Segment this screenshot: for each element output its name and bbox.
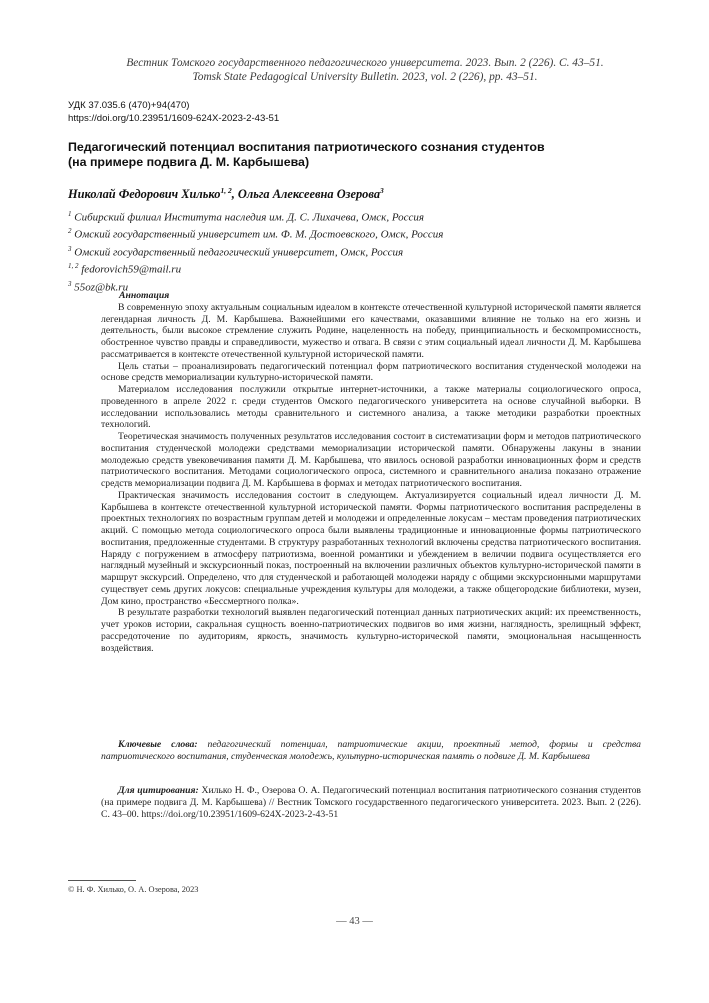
abstract-paragraph: В результате разработки технологий выявлен педагогический потенциал данных патриотических акций: их преемственность, учет уроков истории, сакральная сущность военно-патриотических подвигов во имя жизни, наглядность, зрелищный эффект, рассредоточение по аудиториям, яркость, значимость культурно-исторической памяти, эмоциональная насыщенность воздействия. bbox=[101, 607, 641, 654]
abstract-section bbox=[101, 290, 641, 654]
article-title bbox=[68, 140, 648, 170]
email-link[interactable]: 55oz@bk.ru bbox=[74, 281, 129, 294]
udk-code: УДК 37.035.6 (470)+94(470) bbox=[68, 100, 190, 111]
journal-citation-ru: Вестник Томского государственного педагогического университета. 2023. Вып. 2 (226). С. 43–51. bbox=[126, 57, 604, 69]
keywords-text: педагогический потенциал, патриотические акции, проектный метод, формы и средства патриотического воспитания, студенческая молодежь, культурно-историческая память о подвиге Д. М. Карбышева bbox=[101, 739, 641, 762]
author-affiliation-mark: 1, 2 bbox=[220, 186, 232, 195]
title-line-1: Педагогический потенциал воспитания патриотического сознания студентов bbox=[68, 140, 545, 154]
title-line-2: (на примере подвига Д. М. Карбышева) bbox=[68, 155, 310, 169]
doi-link[interactable]: https://doi.org/10.23951/1609-624X-2023-2-43-51 bbox=[68, 113, 280, 124]
email-link[interactable]: fedorovich59@mail.ru bbox=[81, 264, 182, 277]
affiliation-text: Омский государственный университет им. Ф. М. Достоевского, Омск, Россия bbox=[74, 229, 444, 242]
author-list bbox=[68, 183, 384, 202]
abstract-paragraph: Практическая значимость исследования состоит в следующем. Актуализируется социальный идеал личности Д. М. Карбышева в контексте отечественной культурной исторической памяти. Формы патриотического воспитания распределены в проектных технологиях по возрастным группам детей и молодежи и определенные локусам – местам проведения патриотических акций. С помощью метода социологического опроса были выявлены традиционные и инновационные формы патриотического воспитания, предложенные студентами. В структуру разработанных технологий включены средства патриотического воспитания. Наряду с погружением в атмосферу патриотизма, военной романтики и убеждением в величии подвига осуществляется его наглядный музейный и экскурсионный показ, построенный на включении различных объектов культурно-исторической памяти в маршрут экскурсий. Определено, что для студенческой и работающей молодежи наряду с общими экскурсионными маршрутами существует семь других локусов: специальные учреждения культуры для молодежи, а также общегородские библиотеки, музеи, Дом кино, пространство «Бессмертного полка». bbox=[101, 489, 641, 607]
abstract-paragraph: Теоретическая значимость полученных результатов исследования состоит в систематизации форм и методов патриотического воспитания студенческой молодежи средствами мемориализации исторической памяти. Обнаружены лакуны в знании молодежью средств увековечивания памяти Д. М. Карбышева, что явилось основой разработки инновационных форм и средств патриотического воспитания. Методами социологического опроса, системного и сравнительного анализа показано отражение средств мемориализации подвига Д. М. Карбышева в формах и методах патриотического воспитания. bbox=[101, 431, 641, 489]
author-name: Ольга Алексеевна Озерова bbox=[237, 187, 381, 202]
journal-citation-en: Tomsk State Pedagogical University Bulletin. 2023, vol. 2 (226), pp. 43–51. bbox=[192, 71, 538, 83]
email-item bbox=[68, 260, 443, 277]
affiliation-mark: 1 bbox=[68, 210, 72, 218]
affiliation-text: Сибирский филиал Института наследия им. Д. С. Лихачева, Омск, Россия bbox=[74, 211, 425, 224]
affiliation-text: Омский государственный педагогический университет, Омск, Россия bbox=[74, 246, 404, 259]
affiliation-mark: 3 bbox=[68, 279, 72, 288]
affiliation-mark: 3 bbox=[68, 244, 72, 253]
footnote-divider bbox=[68, 880, 136, 881]
author-separator: , bbox=[231, 187, 238, 202]
copyright-footnote: © Н. Ф. Хилько, О. А. Озерова, 2023 bbox=[68, 885, 199, 894]
affiliation-item bbox=[68, 208, 443, 225]
abstract-paragraph: Материалом исследования послужили открытые интернет-источники, а также материалы социологического опроса, проведенного в апреле 2022 г. среди студентов Омского педагогического университета на основе случайной выборки. В исследовании использовались методы сравнительного и системного анализа, а также методики разработки проектных технологий. bbox=[101, 384, 641, 431]
page-number: — 43 — bbox=[336, 916, 373, 927]
author-affiliation-mark: 3 bbox=[380, 186, 384, 195]
affiliation-item bbox=[68, 243, 443, 260]
affiliation-item bbox=[68, 225, 443, 242]
affiliation-mark: 1, 2 bbox=[68, 262, 79, 271]
keywords-label: Ключевые слова: bbox=[118, 739, 198, 750]
abstract-heading: Аннотация bbox=[119, 290, 170, 301]
affiliation-mark: 2 bbox=[68, 227, 72, 236]
abstract-paragraph: В современную эпоху актуальным социальным идеалом в контексте отечественной культурной исторической памяти является легендарная личность Д. М. Карбышева. Важнейшими его качествами, оказавшими влияние не только на его жизнь и деятельность, были высокое стремление служить Родине, нацеленность на победу, принципиальность и бескомпромиссность, обостренное чувство правды и справедливости, мужество и отвага. В связи с этим социальный идеал личности Д. М. Карбышева рассматривается в контексте отечественной культурной исторической памяти. bbox=[101, 301, 641, 360]
citation-text: Хилько Н. Ф., Озерова О. А. Педагогический потенциал воспитания патриотического сознания студентов (на примере подвига Д. М. Карбышева) // Вестник Томского государственного педагогического университета. 2023. Вып. 2 (226). С. 43–00. https://doi.org/10.23951/1609-624X-2023-2-43-51 bbox=[101, 785, 641, 820]
author-name: Николай Федорович Хилько bbox=[68, 187, 221, 202]
affiliation-list bbox=[68, 208, 443, 295]
abstract-paragraph: Цель статьи – проанализировать педагогический потенциал форм патриотического воспитания студенческой молодежи на основе средств мемориализации культурно-исторической памяти. bbox=[101, 360, 641, 384]
citation-label: Для цитирования: bbox=[118, 785, 199, 796]
article-meta bbox=[68, 99, 279, 125]
journal-header bbox=[70, 56, 660, 84]
citation-section bbox=[101, 785, 641, 820]
keywords-section bbox=[101, 739, 641, 763]
